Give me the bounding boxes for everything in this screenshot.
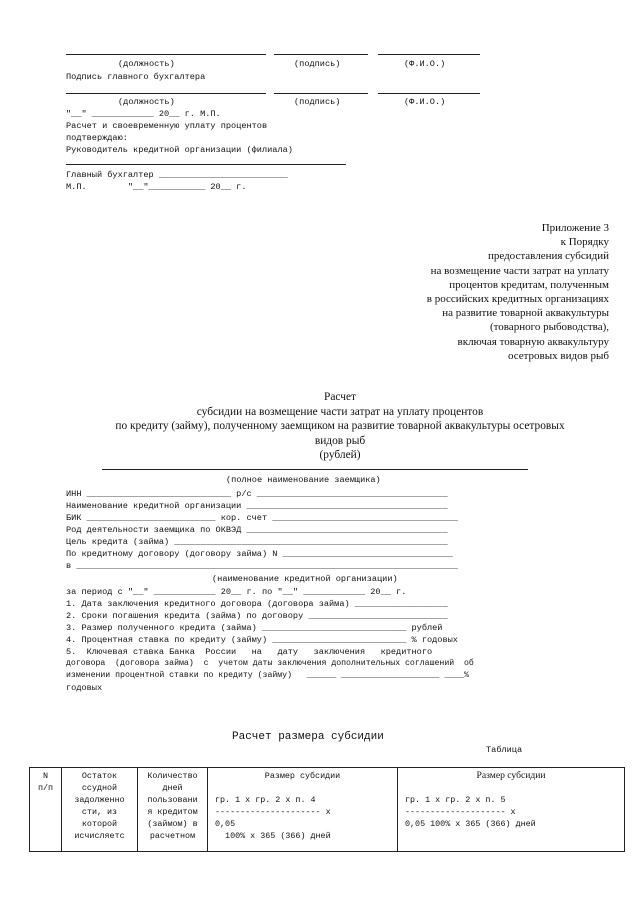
appendix-line: на развитие товарной аквакультуры [442, 307, 609, 320]
caption-position-2: (должность) [118, 97, 175, 107]
date-mp-line: "__" ____________ 20__ г. М.П. [66, 109, 221, 119]
caption-signature-1: (подпись) [294, 59, 341, 69]
item-5-line-4: годовых [66, 683, 103, 693]
appendix-block [289, 221, 609, 363]
col-number [30, 768, 62, 852]
appendix-line: процентов кредитам, полученным [449, 278, 609, 291]
table-label: Таблица [486, 745, 523, 755]
bank-in-field[interactable]: в __________________________________________________________________________ [66, 561, 458, 571]
signature-line-sign-1 [274, 54, 368, 55]
activity-field[interactable]: Род деятельности заемщика по ОКВЭД _______________________________________ [66, 525, 448, 535]
appendix-line: осетровых видов рыб [507, 349, 609, 362]
item-5-line-2: договора (договора займа) с учетом даты заключения дополнительных соглашений об [66, 659, 474, 668]
document-title [60, 390, 620, 463]
head-of-bank-label: Руководитель кредитной организации (филиала) [66, 145, 293, 155]
calc-heading: Расчет размера субсидии [232, 731, 384, 743]
subsidy-table [29, 767, 625, 852]
item-5-line-3[interactable]: изменении процентной ставки по кредиту (займу) ______ ____________________ ____% [66, 671, 469, 680]
title-line: Расчет [324, 391, 356, 403]
col-subsidy-formula-2: гр. 1 х гр. 2 х п. 5 -------------------- х 0,05 100% х 365 (366) дней [405, 795, 536, 830]
item-4-interest-rate[interactable]: 4. Процентная ставка по кредиту (займу) __________________________ % годовых [66, 635, 458, 645]
title-line: (рублей) [319, 449, 361, 461]
caption-signature-2: (подпись) [294, 97, 341, 107]
borrower-name-caption: (полное наименование заемщика) [226, 475, 381, 485]
col-loan-balance-text: Остаток ссудной задолженно сти, из которой исчисляетс [74, 771, 125, 842]
col-subsidy-item5 [398, 768, 625, 852]
signature-line-name-2 [378, 93, 480, 94]
item-3-loan-amount[interactable]: 3. Размер полученного кредита (займа) ____________________________ рублей [66, 623, 443, 633]
appendix-line: к Порядку [560, 236, 609, 249]
caption-position-1: (должность) [118, 59, 175, 69]
col-days [138, 768, 208, 852]
title-line: по кредиту (займу), полученному заемщиком на развитие товарной аквакультуры осетровых [115, 420, 565, 432]
borrower-name-line [102, 469, 528, 470]
confirm-line-1: Расчет и своевременную уплату процентов [66, 121, 268, 131]
period-field[interactable]: за период с "__" ____________ 20__ г. по "__" ____________ 20__ г. [66, 587, 407, 597]
caption-name-1: (Ф.И.О.) [404, 59, 446, 69]
loan-contract-field[interactable]: По кредитному договору (договору займа) N _________________________________ [66, 549, 453, 559]
confirm-line-2: подтверждаю: [66, 133, 128, 143]
loan-purpose-field[interactable]: Цель кредита (займа) _____________________________________________________ [66, 537, 448, 547]
chief-accountant-signature-label: Подпись главного бухгалтера [66, 72, 206, 82]
title-line: субсидии на возмещение части затрат на уплату процентов [196, 405, 484, 418]
appendix-line: в российских кредитных организациях [426, 293, 609, 306]
signature-line-position-2 [66, 93, 266, 94]
bank-name-field[interactable]: Наименование кредитной организации _______________________________________ [66, 501, 448, 511]
bank-name-caption: (наименование кредитной организации) [212, 574, 398, 584]
item-1-contract-date[interactable]: 1. Дата заключения кредитного договора (договора займа) __________________ [66, 599, 448, 609]
item-2-repayment-terms[interactable]: 2. Сроки погашения кредита (займа) по договору ___________________________ [66, 611, 448, 621]
appendix-line: включая товарную аквакультуру [457, 335, 609, 348]
item-5-line-1: 5. Ключевая ставка Банка России на дату заключения кредитного [66, 647, 433, 657]
caption-name-2: (Ф.И.О.) [404, 97, 446, 107]
col-subsidy-header: Размер субсидии [264, 771, 341, 781]
appendix-line: Приложение 3 [541, 222, 609, 234]
col-subsidy-key-rate [208, 768, 398, 852]
signature-line-sign-2 [274, 93, 368, 94]
appendix-line: (товарного рыбоводства), [489, 321, 609, 334]
inn-field[interactable]: ИНН ____________________________ р/с _____________________________________ [66, 489, 448, 499]
col-days-text: Количество дней пользовани я кредитом (займом) в расчетном [147, 771, 198, 842]
col-subsidy-header-2: Размер субсидии [476, 770, 546, 781]
signature-line-name-1 [378, 54, 480, 55]
title-line: видов рыб [314, 434, 366, 447]
bik-field[interactable]: БИК _________________________ кор. счет ____________________________________ [66, 513, 458, 523]
chief-accountant-line: Главный бухгалтер _________________________ [66, 170, 288, 180]
head-of-bank-line [66, 164, 346, 165]
col-loan-balance [62, 768, 138, 852]
col-subsidy-formula: гр. 1 х гр. 2 х п. 4 --------------------- х 0,05 100% х 365 (366) дней [215, 795, 331, 842]
mp-date-line: М.П. "__"___________ 20__ г. [66, 182, 247, 192]
appendix-line: на возмещение части затрат на уплату [430, 264, 609, 277]
signature-line-position-1 [66, 54, 266, 55]
table-row [30, 768, 625, 852]
col-number-text: N п/п [37, 771, 54, 794]
appendix-line: предоставления субсидий [487, 250, 609, 263]
